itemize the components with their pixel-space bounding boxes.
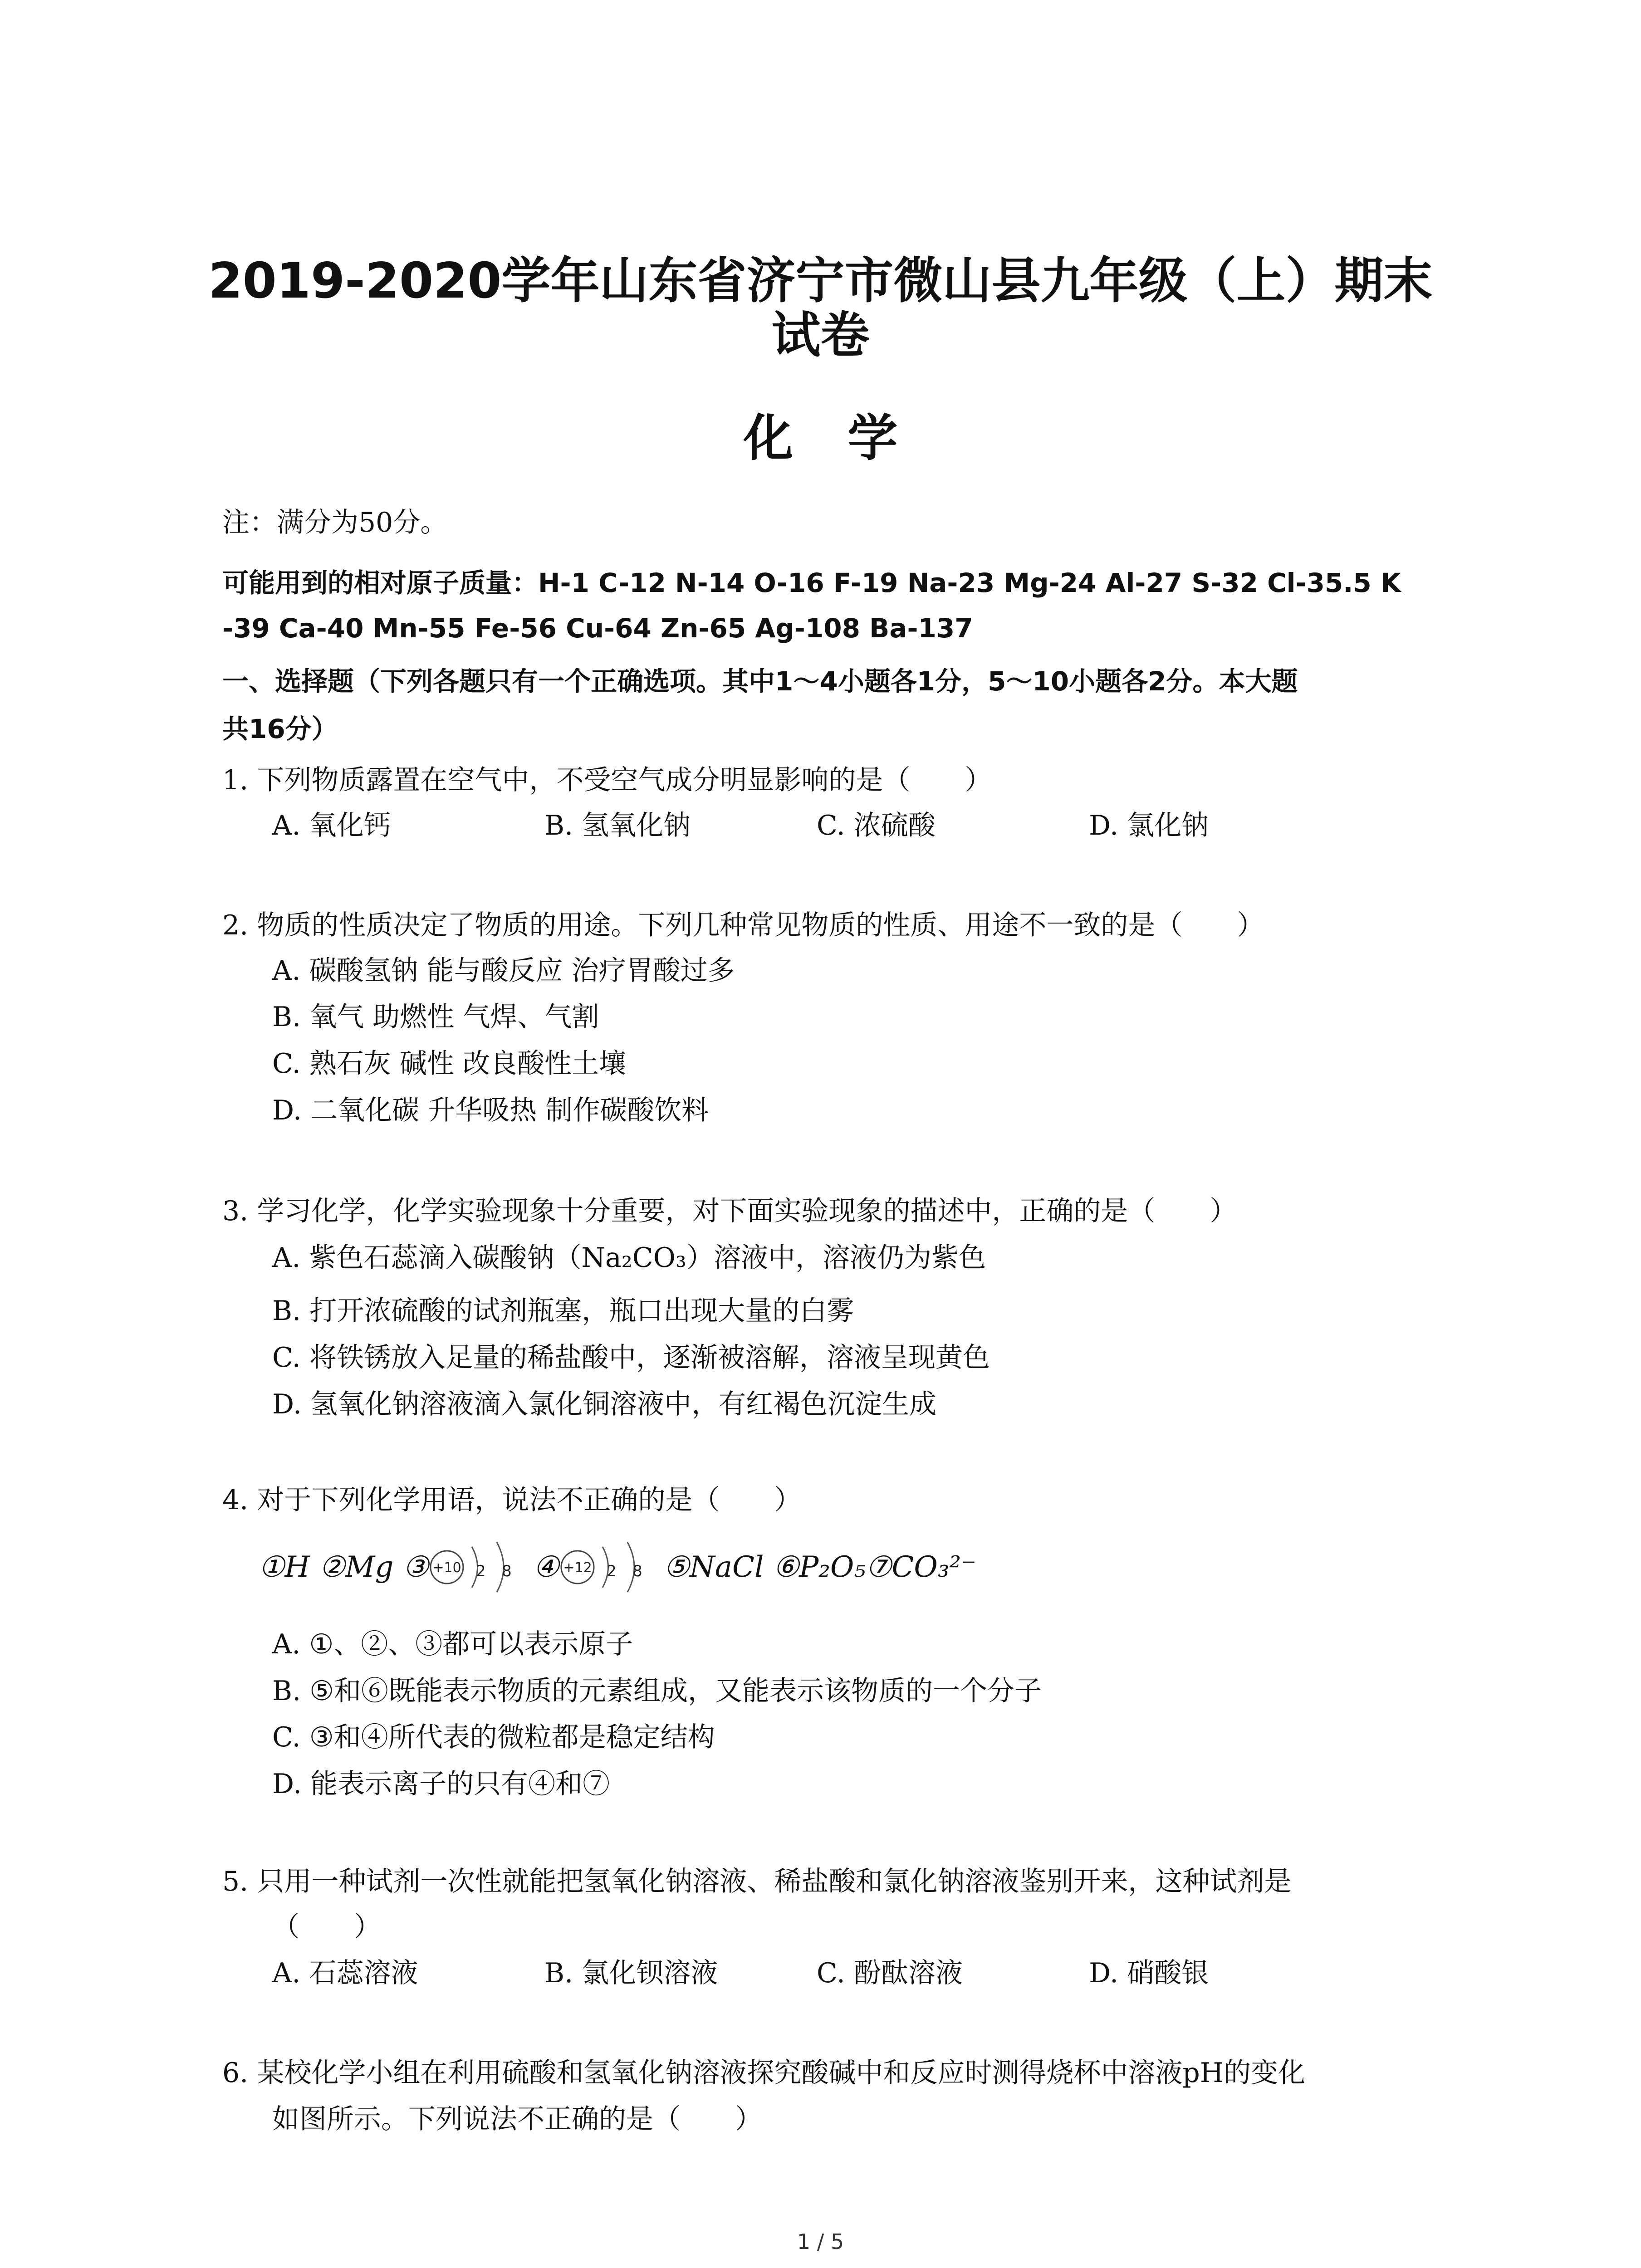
- question-4-stem: 4. 对于下列化学用语，说法不正确的是（ ）: [222, 1484, 802, 1516]
- exam-title-line2: 试卷: [771, 307, 870, 364]
- question-6-stem-cont: 如图所示。下列说法不正确的是（ ）: [272, 2103, 762, 2135]
- question-4-option-b: B. ⑤和⑥既能表示物质的元素组成，又能表示该物质的一个分子: [272, 1675, 1042, 1707]
- atomic-mass-line2: -39 Ca-40 Mn-55 Fe-56 Cu-64 Zn-65 Ag-108 Ba-137: [222, 613, 973, 644]
- page-number: 1 / 5: [797, 2229, 844, 2254]
- question-4-option-d: D. 能表示离子的只有④和⑦: [272, 1768, 610, 1800]
- question-1-stem: 1. 下列物质露置在空气中，不受空气成分明显影响的是（ ）: [222, 764, 992, 796]
- formula-part1: ①H ②Mg ③: [259, 1550, 429, 1584]
- section1-heading-line1: 一、选择题（下列各题只有一个正确选项。其中1～4小题各1分，5～10小题各2分。本大题: [222, 666, 1298, 697]
- question-3-option-b: B. 打开浓硫酸的试剂瓶塞，瓶口出现大量的白雾: [272, 1295, 854, 1327]
- question-5-stem-cont: （ ）: [272, 1911, 381, 1943]
- question-2-option-c: C. 熟石灰 碱性 改良酸性土壤: [272, 1048, 627, 1080]
- question-2-option-b: B. 氧气 助燃性 气焊、气割: [272, 1001, 599, 1033]
- nucleus-charge: +10: [432, 1560, 461, 1576]
- shell-electron-count: 8: [632, 1562, 642, 1580]
- question-4-option-a: A. ①、②、③都可以表示原子: [272, 1628, 633, 1660]
- question-1-option-a: A. 氧化钙: [272, 810, 391, 841]
- question-5-option-a: A. 石蕊溶液: [272, 1957, 418, 1989]
- question-3-option-d: D. 氢氧化钠溶液滴入氯化铜溶液中，有红褐色沉淀生成: [272, 1388, 937, 1420]
- question-5-option-d: D. 硝酸银: [1089, 1957, 1209, 1989]
- question-5-option-c: C. 酚酞溶液: [817, 1957, 963, 1989]
- question-5-option-b: B. 氯化钡溶液: [544, 1957, 718, 1989]
- formula-part3: ⑤NaCl ⑥P₂O₅⑦CO₃²⁻: [663, 1550, 976, 1584]
- question-3-stem: 3. 学习化学，化学实验现象十分重要，对下面实验现象的描述中，正确的是（ ）: [222, 1195, 1237, 1227]
- question-4-option-c: C. ③和④所代表的微粒都是稳定结构: [272, 1721, 715, 1753]
- atom-structure-diagram-12: [559, 1533, 664, 1601]
- question-3-option-a: A. 紫色石蕊滴入碳酸钠（Na₂CO₃）溶液中，溶液仍为紫色: [272, 1242, 986, 1274]
- atom-structure-diagram-10: [429, 1533, 533, 1601]
- question-2-stem: 2. 物质的性质决定了物质的用途。下列几种常见物质的性质、用途不一致的是（ ）: [222, 909, 1264, 941]
- shell-electron-count: 2: [606, 1562, 617, 1580]
- nucleus-charge: +12: [563, 1560, 592, 1576]
- atomic-mass-line1: 可能用到的相对原子质量：H-1 C-12 N-14 O-16 F-19 Na-23 Mg-24 Al-27 S-32 Cl-35.5 K: [222, 567, 1401, 598]
- question-2-option-d: D. 二氧化碳 升华吸热 制作碳酸饮料: [272, 1095, 709, 1126]
- question-2-option-a: A. 碳酸氢钠 能与酸反应 治疗胃酸过多: [272, 955, 735, 987]
- shell-electron-count: 8: [502, 1562, 512, 1580]
- subject-title: 化学: [743, 409, 952, 467]
- question-1-option-d: D. 氯化钠: [1089, 810, 1209, 841]
- shell-electron-count: 2: [476, 1562, 486, 1580]
- question-1-option-c: C. 浓硫酸: [817, 810, 936, 841]
- section1-heading-line2: 共16分）: [222, 714, 338, 744]
- question-1-option-b: B. 氢氧化钠: [544, 810, 691, 841]
- exam-title-line1: 2019-2020学年山东省济宁市微山县九年级（上）期末: [208, 253, 1433, 309]
- score-note: 注：满分为50分。: [222, 507, 448, 538]
- question-5-stem: 5. 只用一种试剂一次性就能把氢氧化钠溶液、稀盐酸和氯化钠溶液鉴别开来，这种试剂是: [222, 1866, 1292, 1897]
- question-6-stem: 6. 某校化学小组在利用硫酸和氢氧化钠溶液探究酸碱中和反应时测得烧杯中溶液pH的变化: [222, 2057, 1306, 2089]
- question-3-option-c: C. 将铁锈放入足量的稀盐酸中，逐渐被溶解，溶液呈现黄色: [272, 1342, 990, 1374]
- formula-part2: ④: [533, 1550, 559, 1584]
- chemical-symbols-row: [259, 1533, 976, 1601]
